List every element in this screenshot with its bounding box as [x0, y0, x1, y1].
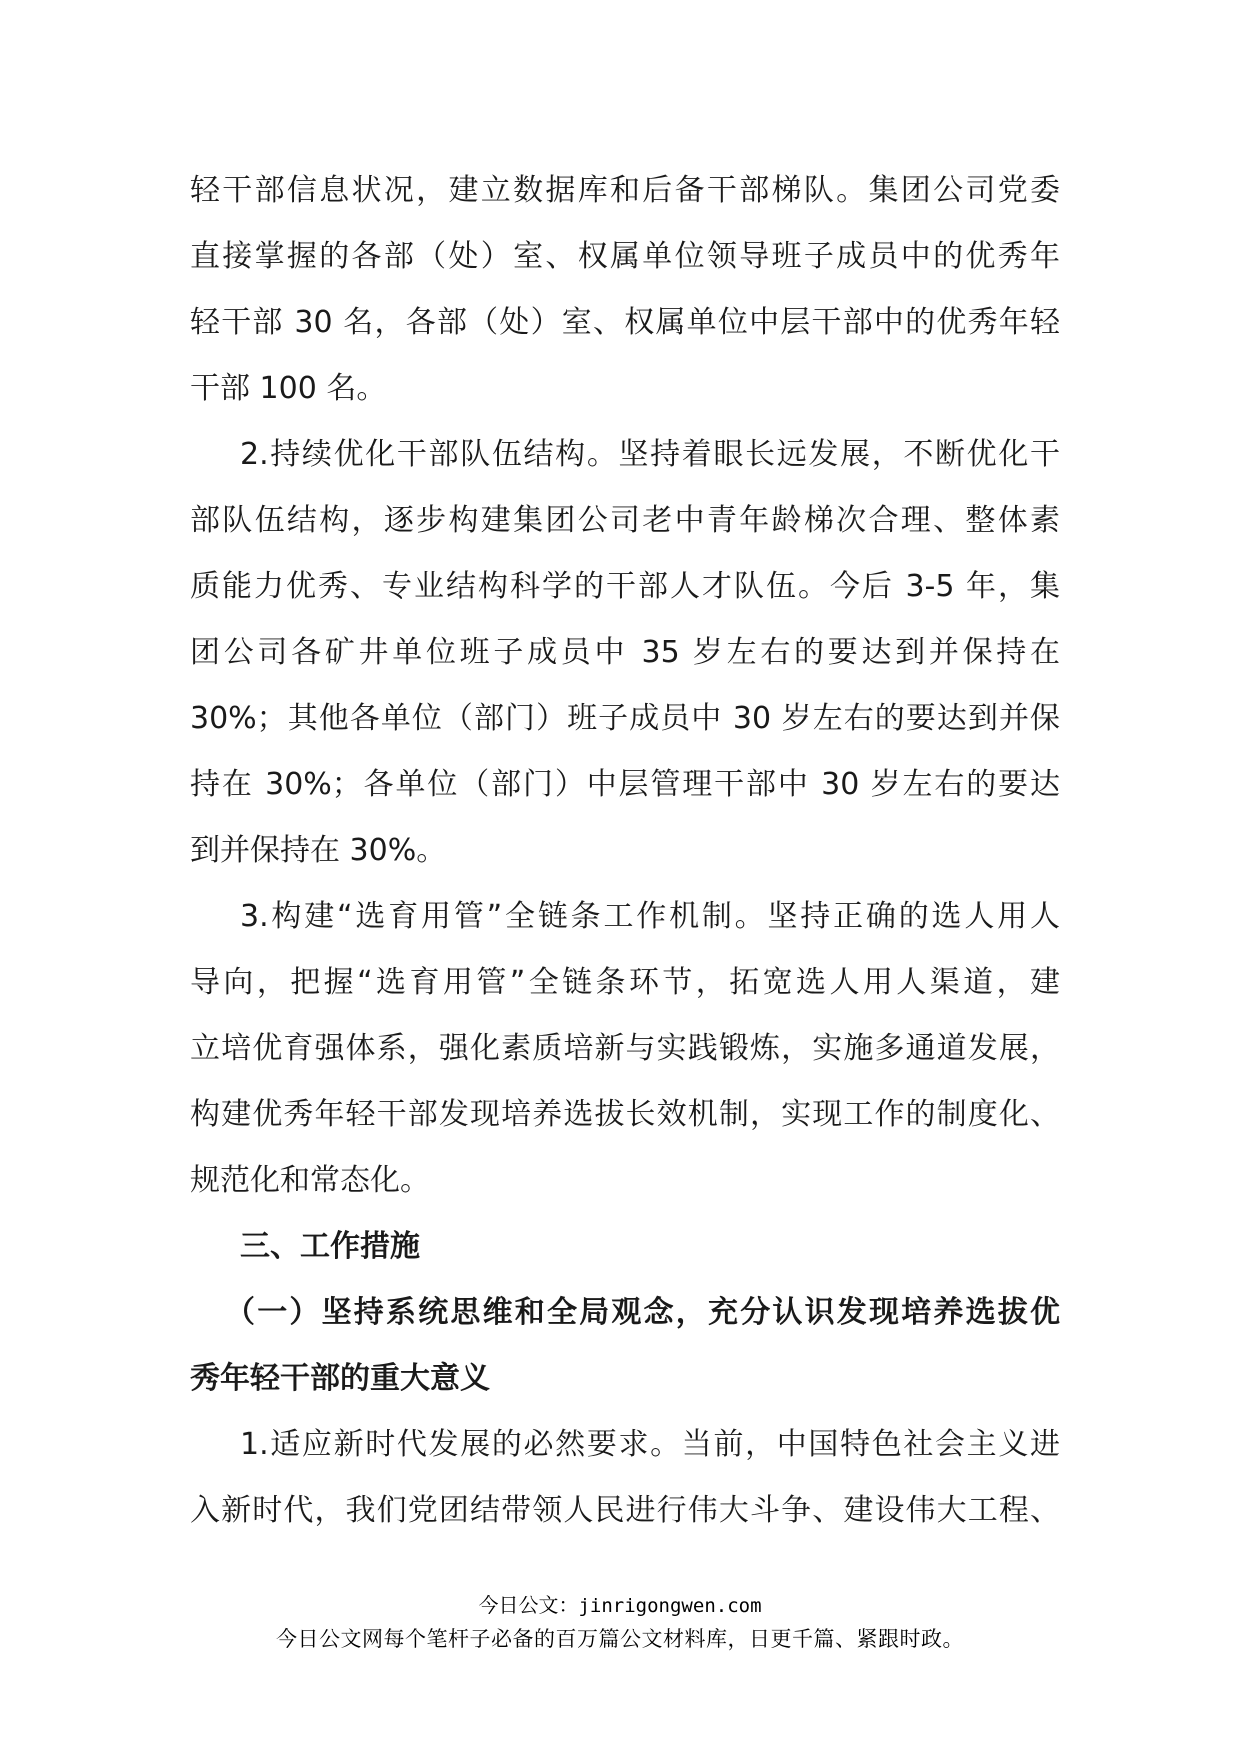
paragraph-line: 持在 30%；各单位（部门）中层管理干部中 30 岁左右的要达	[190, 767, 1060, 802]
paragraph-line: 轻干部 30 名，各部（处）室、权属单位中层干部中的优秀年轻	[190, 305, 1060, 340]
paragraph-line: 3.构建“选育用管”全链条工作机制。坚持正确的选人用人	[240, 899, 1060, 934]
paragraph-line: 立培优育强体系，强化素质培新与实践锻炼，实施多通道发展，	[190, 1031, 1060, 1066]
paragraph-line: 轻干部信息状况，建立数据库和后备干部梯队。集团公司党委	[190, 173, 1060, 208]
paragraph-line: 直接掌握的各部（处）室、权属单位领导班子成员中的优秀年	[190, 239, 1060, 274]
paragraph-line: 构建优秀年轻干部发现培养选拔长效机制，实现工作的制度化、	[190, 1097, 1060, 1132]
subsection-heading: （一）坚持系统思维和全局观念，充分认识发现培养选拔优	[225, 1295, 1060, 1330]
paragraph-line: 1.适应新时代发展的必然要求。当前，中国特色社会主义进	[240, 1427, 1060, 1462]
document-body	[190, 158, 1060, 1544]
footer-slogan: 今日公文网每个笔杆子必备的百万篇公文材料库，日更千篇、紧跟时政。	[276, 1627, 964, 1651]
paragraph-line: 入新时代，我们党团结带领人民进行伟大斗争、建设伟大工程、	[190, 1493, 1060, 1528]
subsection-heading: 秀年轻干部的重大意义	[190, 1361, 490, 1396]
footer-site-label: 今日公文：	[478, 1593, 579, 1617]
paragraph-line: 团公司各矿井单位班子成员中 35 岁左右的要达到并保持在	[190, 635, 1060, 670]
section-heading: 三、工作措施	[240, 1229, 420, 1264]
paragraph-line: 导向，把握“选育用管”全链条环节，拓宽选人用人渠道，建	[190, 965, 1060, 1000]
paragraph-line: 到并保持在 30%。	[190, 833, 447, 868]
paragraph-line: 规范化和常态化。	[190, 1163, 430, 1198]
page-footer	[0, 1590, 1240, 1657]
paragraph-line: 质能力优秀、专业结构科学的干部人才队伍。今后 3-5 年，集	[190, 569, 1060, 604]
footer-site	[0, 1590, 1240, 1621]
footer-site-url[interactable]: jinrigongwen.com	[578, 1595, 762, 1617]
paragraph-line: 部队伍结构，逐步构建集团公司老中青年龄梯次合理、整体素	[190, 503, 1060, 538]
paragraph-line: 2.持续优化干部队伍结构。坚持着眼长远发展，不断优化干	[240, 437, 1060, 472]
paragraph-line: 干部 100 名。	[190, 371, 387, 406]
paragraph-line: 30%；其他各单位（部门）班子成员中 30 岁左右的要达到并保	[190, 701, 1060, 736]
